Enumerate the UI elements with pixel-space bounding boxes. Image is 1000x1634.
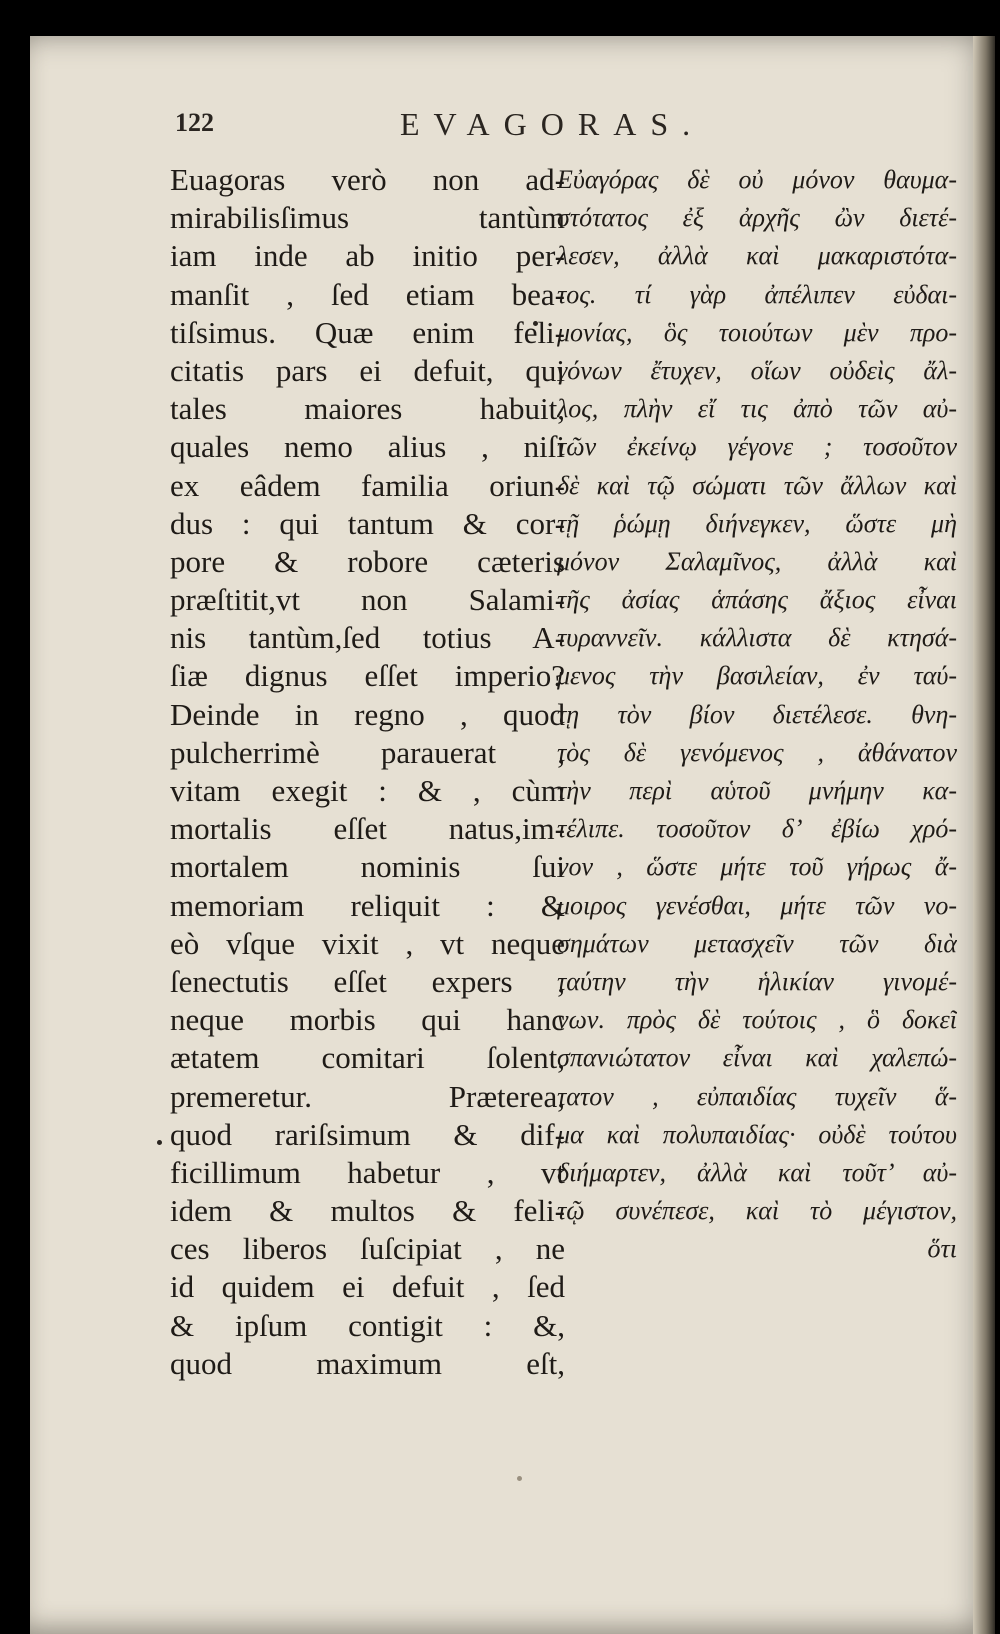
greek-line: τατον , εὐπαιδίας τυχεῖν ἅ- [557,1081,957,1111]
greek-line: δὲ καὶ τῷ σώματι τῶν ἄλλων καὶ [557,470,957,500]
latin-line: quod maximum eſt, [170,1345,565,1381]
greek-line: Εὐαγόρας δὲ οὐ μόνον θαυμα- [557,165,957,194]
latin-line: pore & robore cæteris [170,543,565,579]
latin-line: eò vſque vixit , vt neque [170,925,565,961]
greek-line: σπανιώτατον εἶναι καὶ χαλεπώ- [557,1043,957,1073]
greek-line: μονίας, ὃς τοιούτων μὲν προ- [557,317,957,347]
greek-catchword: ὅτι [927,1234,957,1264]
greek-line: τος. τί γὰρ ἀπέλιπεν εὐδαι- [557,279,957,309]
greek-line: γόνων ἔτυχεν, οἵων οὐδεὶς ἄλ- [557,355,957,385]
marginal-mark [157,1140,162,1145]
latin-line: manſit , ſed etiam bea- [170,276,565,312]
latin-line: mirabilisſimus tantùm [170,200,565,236]
greek-line: τὴν περὶ αὑτοῦ μνήμην κα- [557,776,957,805]
latin-line: pulcherrimè parauerat , [170,734,565,770]
page-number: 122 [175,108,214,137]
latin-line: ætatem comitari ſolent, [170,1040,565,1076]
greek-line: ταύτην τὴν ἡλικίαν γινομέ- [557,966,957,996]
greek-line: διήμαρτεν, ἀλλὰ καὶ τοῦτ’ αὐ- [557,1157,957,1187]
greek-line: μοιρος γενέσθαι, μήτε τῶν νο- [557,890,957,920]
latin-line: quod rariſsimum & dif- [170,1116,565,1152]
latin-line: mortalis eſſet natus,im- [170,811,565,847]
latin-line: quales nemo alius , niſi [170,429,565,465]
greek-line: μα καὶ πολυπαιδίας· οὐδὲ τούτου [557,1119,957,1149]
latin-line: premeretur. Præterea, [170,1078,565,1114]
greek-line: νον , ὥστε μήτε τοῦ γήρως ἄ- [557,852,957,882]
latin-line: vitam exegit : & , cùm [170,773,565,808]
book-page [30,36,995,1634]
greek-line: τῆς ἀσίας ἁπάσης ἄξιος εἶναι [557,585,957,615]
greek-line: λος, πλὴν εἴ τις ἀπὸ τῶν αὐ- [557,394,957,424]
latin-line: ſiæ dignus eſſet imperio? [170,658,565,694]
latin-line: memoriam reliquit : & [170,887,565,923]
greek-line: τῇ ῥώμῃ διήνεγκεν, ὥστε μὴ [557,508,957,538]
greek-line: τῶν ἐκείνῳ γέγονε ; τοσοῦτον [557,432,957,462]
latin-line: ficillimum habetur , vt [170,1154,565,1190]
latin-line: tales maiores habuit, [170,391,565,427]
latin-line: neque morbis qui hanc [170,1002,565,1038]
latin-line: præſtitit,vt non Salami- [170,582,565,618]
latin-line: dus : qui tantum & cor- [170,505,565,541]
latin-line: idem & multos & feli- [170,1193,565,1229]
latin-line: id quidem ei defuit , ſed [170,1269,565,1305]
greek-line: τυραννεῖν. κάλλιστα δὲ κτησά- [557,623,957,653]
latin-line: iam inde ab initio per- [170,238,565,274]
latin-line: citatis pars ei defuit, qui [170,352,565,388]
running-head [175,106,875,146]
greek-line: τέλιπε. τοσοῦτον δ’ ἐβίω χρό- [557,814,957,844]
greek-text-column [557,161,957,1268]
latin-line: ex eâdem familia oriun- [170,467,565,503]
page-binding-shadow [973,36,995,1634]
latin-line: ſenectutis eſſet expers , [170,963,565,999]
latin-line: Deinde in regno , quod [170,696,565,732]
latin-text-column [170,161,565,1383]
page-title: EVAGORAS. [400,106,705,142]
greek-line: τὸς δὲ γενόμενος , ἀθάνατον [557,737,957,767]
latin-line: & ipſum contigit : &, [170,1307,565,1343]
latin-line: Euagoras verò non ad- [170,162,565,197]
latin-line: mortalem nominis ſui [170,849,565,885]
latin-line: nis tantùm,ſed totius A- [170,620,565,656]
greek-line: νων. πρὸς δὲ τούτοις , ὃ δοκεῖ [557,1005,957,1035]
greek-line: τῃ τὸν βίον διετέλεσε. θνη- [557,699,957,729]
latin-line: tiſsimus. Quæ enim feli- [170,314,565,350]
marginal-mark [517,1476,522,1481]
greek-line: μενος τὴν βασιλείαν, ἐν ταύ- [557,661,957,691]
greek-line: τῷ συνέπεσε, καὶ τὸ μέγιστον, [557,1196,957,1226]
greek-line: σημάτων μετασχεῖν τῶν διὰ [557,928,957,958]
greek-line: λεσεν, ἀλλὰ καὶ μακαριστότα- [557,241,957,271]
greek-line: στότατος ἐξ ἀρχῆς ὢν διετέ- [557,203,957,233]
greek-line: μόνον Σαλαμῖνος, ἀλλὰ καὶ [557,546,957,576]
latin-line: ces liberos ſuſcipiat , ne [170,1231,565,1267]
